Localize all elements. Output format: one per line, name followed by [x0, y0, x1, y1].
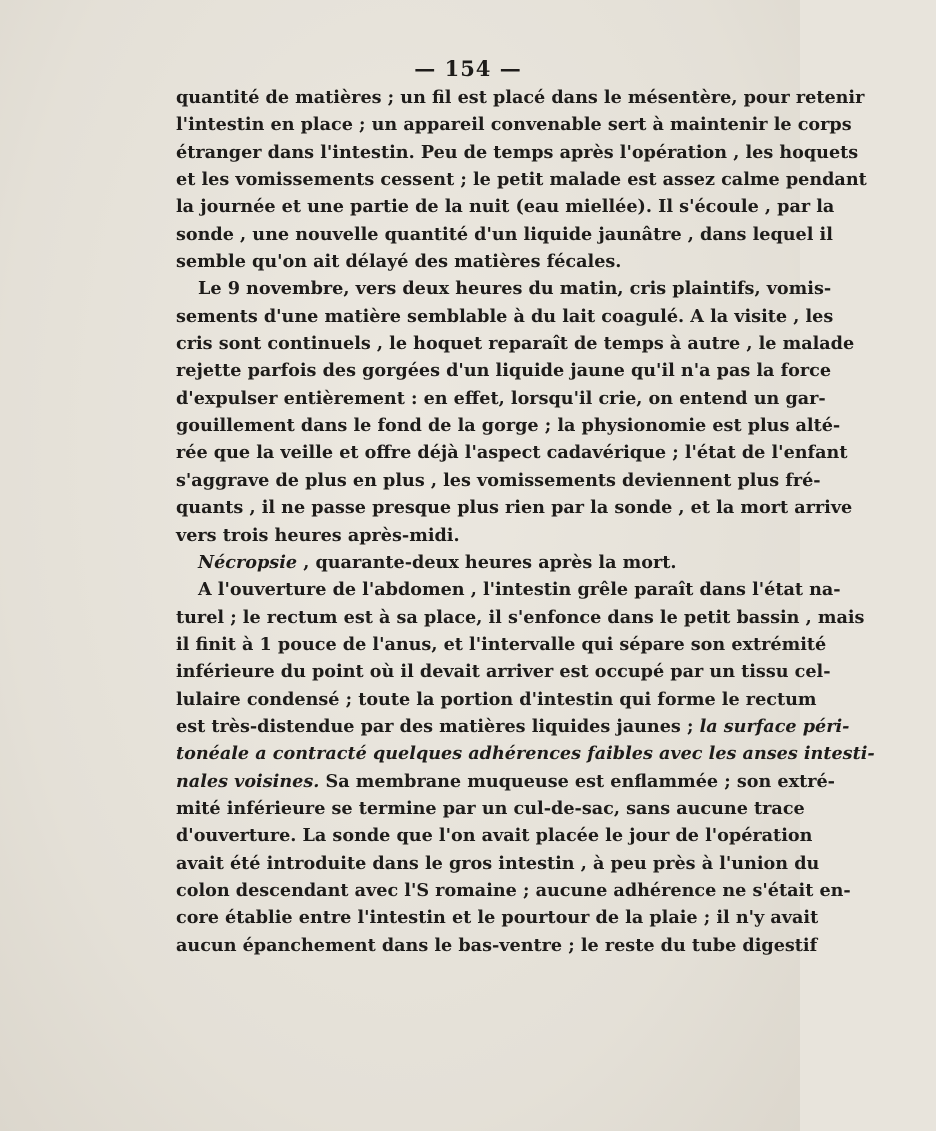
- text-line: s'aggrave de plus en plus , les vomissements deviennent plus fré-: [176, 469, 821, 491]
- text-line: étranger dans l'intestin. Peu de temps après l'opération , les hoquets: [176, 141, 859, 163]
- text-line: l'intestin en place ; un appareil convenable sert à maintenir le corps: [176, 114, 852, 136]
- text-line: quantité de matières ; un fil est placé dans le mésentère, pour retenir: [176, 87, 865, 108]
- text-line: et les vomissements cessent ; le petit malade est assez calme pendant: [176, 169, 867, 191]
- text-line: la journée et une partie de la nuit (eau miellée). Il s'écoule , par la: [176, 196, 835, 218]
- text-line: avait été introduite dans le gros intestin , à peu près à l'union du: [176, 852, 820, 874]
- text-line: sonde , une nouvelle quantité d'un liquide jaunâtre , dans lequel il: [176, 223, 833, 245]
- text-span: , quarante-deux heures après la mort.: [297, 551, 677, 573]
- section-heading-line: [176, 549, 744, 576]
- text-line: rée que la veille et offre déjà l'aspect cadavérique ; l'état de l'enfant: [176, 442, 848, 464]
- text-line: semble qu'on ait délayé des matières fécales.: [176, 251, 622, 273]
- text-span: Sa membrane muqueuse est enflammée ; son extré-: [319, 770, 835, 792]
- text-line: [176, 713, 850, 740]
- italic-span: la surface péri-: [699, 715, 850, 737]
- text-line: mité inférieure se termine par un cul-de-sac, sans aucune trace: [176, 797, 805, 819]
- text-line: cris sont continuels , le hoquet reparaît de temps à autre , le malade: [176, 333, 855, 355]
- italic-line: tonéale a contracté quelques adhérences faibles avec les anses intesti-: [176, 743, 875, 765]
- text-line: quants , il ne passe presque plus rien par la sonde , et la mort arrive: [176, 497, 853, 519]
- body-text: [176, 84, 875, 959]
- text-line: sements d'une matière semblable à du lait coagulé. A la visite , les: [176, 305, 834, 327]
- text-line: inférieure du point où il devait arriver est occupé par un tissu cel-: [176, 661, 831, 683]
- page-number: — 154 —: [414, 56, 522, 81]
- text-line: lulaire condensé ; toute la portion d'intestin qui forme le rectum: [176, 688, 817, 710]
- text-line: gouillement dans le fond de la gorge ; la physionomie est plus alté-: [176, 415, 841, 437]
- text-line: il finit à 1 pouce de l'anus, et l'intervalle qui sépare son extrémité: [176, 633, 827, 655]
- text-line: d'ouverture. La sonde que l'on avait placée le jour de l'opération: [176, 825, 813, 847]
- paragraph-start: A l'ouverture de l'abdomen , l'intestin grêle paraît dans l'état na-: [198, 579, 841, 601]
- necropsie-heading: Nécropsie: [198, 551, 298, 573]
- text-line: [176, 768, 835, 795]
- text-line: aucun épanchement dans le bas-ventre ; le reste du tube digestif: [176, 934, 818, 956]
- text-line: turel ; le rectum est à sa place, il s'enfonce dans le petit bassin , mais: [176, 606, 865, 628]
- paragraph-start: Le 9 novembre, vers deux heures du matin, cris plaintifs, vomis-: [198, 278, 832, 300]
- text-span: est très-distendue par des matières liquides jaunes ;: [176, 715, 700, 737]
- text-line: colon descendant avec l'S romaine ; aucune adhérence ne s'était en-: [176, 879, 851, 901]
- text-line: core établie entre l'intestin et le pourtour de la plaie ; il n'y avait: [176, 907, 819, 929]
- text-line: vers trois heures après-midi.: [176, 524, 460, 546]
- text-line: d'expulser entièrement : en effet, lorsqu'il crie, on entend un gar-: [176, 387, 826, 409]
- text-line: rejette parfois des gorgées d'un liquide jaune qu'il n'a pas la force: [176, 360, 832, 382]
- italic-span: nales voisines.: [176, 770, 320, 792]
